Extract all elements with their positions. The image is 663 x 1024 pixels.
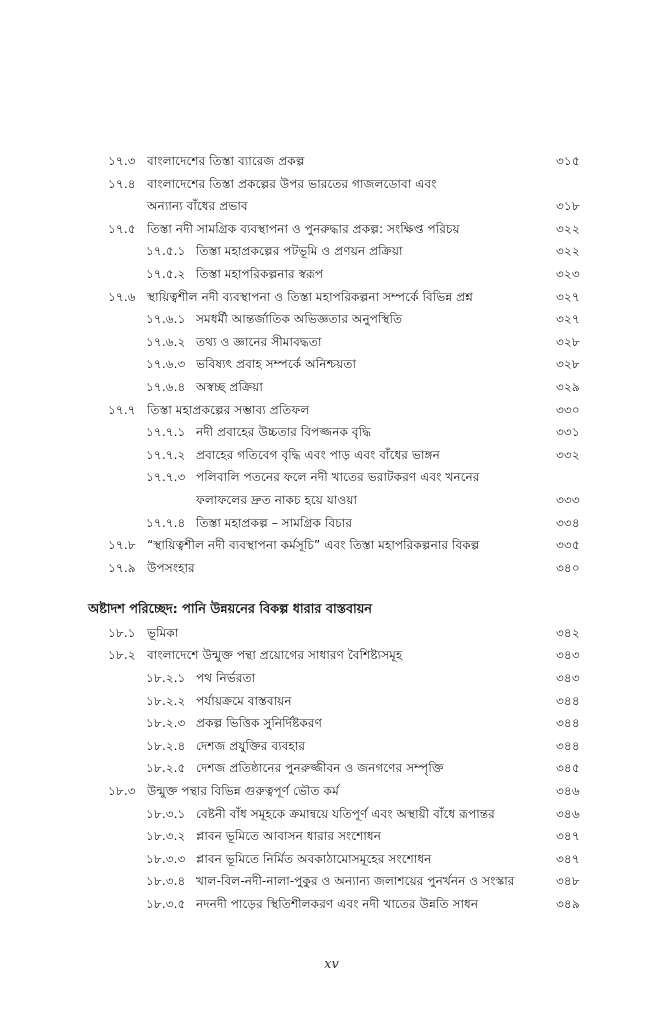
toc-entry-number: ১৮.২.১ xyxy=(146,671,186,686)
toc-entry-title: বেষ্টনী বাঁধ সমূহকে ক্রমান্বয়ে যতিপূর্ণ এবং অস্থায়ী বাঁধে রূপান্তর xyxy=(196,806,495,821)
toc-entry-title: পথ নির্ভরতা xyxy=(196,671,256,686)
toc-entry-number: ১৮.২.৪ xyxy=(146,738,186,753)
toc-entry-number: ১৮.৩.৪ xyxy=(146,874,186,889)
toc-entry-title: উপসংহার xyxy=(147,560,195,575)
toc-entry xyxy=(0,286,663,309)
toc-entry-page: ৩১৮ xyxy=(556,199,580,214)
toc-entry-number: ১৭.৬.১ xyxy=(146,312,186,327)
toc-entry-title: দেশজ প্রতিষ্ঠানের পুনরুজ্জীবন ও জনগণের সম্পৃক্তি xyxy=(196,761,444,776)
toc-entry-page: ৩২২ xyxy=(556,221,580,236)
toc-entry-number: ১৭.৫.২ xyxy=(146,266,186,281)
toc-entry-page: ৩৪০ xyxy=(556,560,580,575)
toc-entry xyxy=(0,803,663,826)
toc-entry xyxy=(0,308,663,331)
toc-entry-title: নদনদী পাড়ের স্থিতিশীলকরণ এবং নদী খাতের উন্নতি সাধন xyxy=(196,897,479,911)
toc-entry xyxy=(0,780,663,803)
toc-entry-number: ১৭.৪ xyxy=(108,176,136,191)
toc-entry xyxy=(0,218,663,241)
toc-entry-number: ১৭.৬ xyxy=(108,289,136,304)
toc-entry-title: তিস্তা মহাপ্রকল্পের পটভূমি ও প্রণয়ন প্রক্রিয়া xyxy=(196,244,403,259)
toc-entry-page: ৩২৩ xyxy=(556,266,580,281)
toc-entry-page: ৩৪৪ xyxy=(556,693,580,708)
toc-entry-title: পলিবালি পতনের ফলে নদী খাতের ভরাটকরণ এবং খননের xyxy=(196,470,480,485)
toc-entry xyxy=(0,263,663,286)
toc-entry-page: ৩৪৩ xyxy=(556,648,580,663)
toc-entry xyxy=(0,893,663,916)
toc-entry-number: ১৮.২.২ xyxy=(146,693,186,708)
toc-entry xyxy=(0,512,663,535)
section-17-list xyxy=(0,150,663,579)
toc-entry xyxy=(0,173,663,196)
toc-entry-page: ৩৪২ xyxy=(556,625,580,640)
toc-entry-page: ৩৪৭ xyxy=(556,829,580,844)
toc-entry-title: পর্যায়ক্রমে বাস্তবায়ন xyxy=(196,693,292,708)
toc-entry-page: ৩২৮ xyxy=(556,357,580,372)
toc-entry xyxy=(0,690,663,713)
toc-entry-page: ৩৩৩ xyxy=(556,492,580,507)
toc-entry xyxy=(0,399,663,422)
toc-entry-number: ১৮.২.৫ xyxy=(146,761,186,776)
toc-entry-title: স্থায়িত্বশীল নদী ব্যবস্থাপনা ও তিস্তা মহাপরিকল্পনা সম্পর্কে বিভিন্ন প্রশ্ন xyxy=(147,289,473,304)
section-18-list xyxy=(0,622,663,916)
toc-entry-number: ১৮.৩.২ xyxy=(146,829,186,844)
toc-entry-title: প্লাবন ভূমিতে আবাসন ধারার সংশোধন xyxy=(196,829,381,844)
toc-entry-title: প্রবাহের গতিবেগ বৃদ্ধি এবং পাড় এবং বাঁধের ভাঙ্গন xyxy=(196,447,440,462)
toc-entry-page: ৩৪৮ xyxy=(556,874,580,889)
toc-entry-title: খাল-বিল-নদী-নালা-পুকুর ও অন্যান্য জলাশয়ের পুনর্খনন ও সংস্কার xyxy=(196,874,515,889)
toc-entry-number: ১৭.৭ xyxy=(108,402,136,417)
toc-entry-page: ৩৩২ xyxy=(556,447,580,462)
toc-entry-title: “স্থায়িত্বশীল নদী ব্যবস্থাপনা কর্মসূচি” এবং তিস্তা মহাপরিকল্পনার বিকল্প xyxy=(147,538,480,553)
toc-entry-title: তথ্য ও জ্ঞানের সীমাবদ্ধতা xyxy=(196,334,322,349)
toc-entry-number: ১৭.৬.২ xyxy=(146,334,186,349)
toc-entry xyxy=(0,444,663,467)
toc-entry xyxy=(0,534,663,557)
toc-entry xyxy=(0,353,663,376)
toc-entry-number: ১৭.৯ xyxy=(108,560,136,575)
toc-entry-title: দেশজ প্রযুক্তির ব্যবহার xyxy=(196,738,306,753)
toc-entry-page: ৩২৮ xyxy=(556,334,580,349)
toc-entry xyxy=(0,376,663,399)
toc-entry xyxy=(0,735,663,758)
toc-entry-title: তিস্তা মহাপ্রকল্পের সম্ভাব্য প্রতিফল xyxy=(147,402,310,417)
toc-entry-page: ৩৩০ xyxy=(556,402,580,417)
toc-entry-page: ৩২৯ xyxy=(556,379,580,394)
toc-entry-title: বাংলাদেশে উন্মুক্ত পন্থা প্রয়োগের সাধারণ বৈশিষ্ট্যসমূহ xyxy=(147,648,403,663)
toc-entry xyxy=(0,848,663,871)
toc-entry-number: ১৭.৬.৩ xyxy=(146,357,186,372)
toc-entry-title: ভূমিকা xyxy=(147,625,179,640)
toc-entry-page: ৩৩৪ xyxy=(556,515,580,530)
page-folio: xv xyxy=(324,957,339,972)
toc-entry-title: তিস্তা মহাপ্রকল্প – সামগ্রিক বিচার xyxy=(196,515,353,530)
toc-entry-number: ১৮.৩ xyxy=(108,784,136,799)
toc-entry-page: ৩৪৭ xyxy=(556,851,580,866)
toc-entry xyxy=(0,421,663,444)
toc-entry-title: ভবিষ্যৎ প্রবাহ সম্পর্কে অনিশ্চয়তা xyxy=(196,357,356,372)
toc-entry-page: ৩৪৪ xyxy=(556,716,580,731)
toc-entry-page: ৩৪৫ xyxy=(556,761,580,776)
toc-entry-number: ১৭.৩ xyxy=(108,154,136,168)
toc-entry xyxy=(0,712,663,735)
toc-entry-title: তিস্তা মহাপরিকল্পনার স্বরূপ xyxy=(196,266,324,281)
toc-entry xyxy=(0,150,663,173)
toc-entry-title: তিস্তা নদী সামগ্রিক ব্যবস্থাপনা ও পুনরুদ্ধার প্রকল্প: সংক্ষিপ্ত পরিচয় xyxy=(147,221,460,236)
toc-entry xyxy=(0,757,663,780)
toc-entry-page: ৩২২ xyxy=(556,244,580,259)
toc-entry xyxy=(0,622,663,645)
toc-entry-page: ৩৪৯ xyxy=(556,897,580,911)
toc-entry xyxy=(0,825,663,848)
toc-entry-number: ১৭.৭.২ xyxy=(146,447,186,462)
toc-entry-title: প্লাবন ভূমিতে নির্মিত অবকাঠামোসমূহের সংশোধন xyxy=(196,851,432,866)
toc-entry-number: ১৭.৫ xyxy=(108,221,136,236)
toc-entry-number: ১৮.৩.৩ xyxy=(146,851,186,866)
toc-entry-title: বাংলাদেশের তিস্তা ব্যারেজ প্রকল্প xyxy=(147,154,305,168)
toc-entry-page: ৩৪৪ xyxy=(556,738,580,753)
toc-entry-page: ৩৪৩ xyxy=(556,671,580,686)
toc-entry xyxy=(0,870,663,893)
toc-entry-title: উন্মুক্ত পন্থার বিভিন্ন গুরুত্বপূর্ণ ভৌত কর্ম xyxy=(147,784,339,799)
toc-entry-number: ১৮.২ xyxy=(108,648,136,663)
toc-entry-title: সমধর্মী আন্তর্জাতিক অভিজ্ঞতার অনুপস্থিতি xyxy=(196,312,403,327)
toc-entry-number: ১৮.৩.১ xyxy=(146,806,186,821)
toc-entry-number: ১৮.২.৩ xyxy=(146,716,186,731)
toc-entry-title: ফলাফলের দ্রুত নাকচ হয়ে যাওয়া xyxy=(196,492,358,507)
toc-entry-number: ১৮.১ xyxy=(108,625,136,640)
toc-entry-page: ৩২৭ xyxy=(556,289,580,304)
toc-entry-title: অস্বচ্ছ প্রক্রিয়া xyxy=(196,379,263,394)
toc-entry-number: ১৭.৭.১ xyxy=(146,425,186,440)
toc-entry-title: বাংলাদেশের তিস্তা প্রকল্পের উপর ভারতের গাজলডোবা এবং xyxy=(147,176,437,191)
toc-entry-page: ৩৩৫ xyxy=(556,538,580,553)
toc-entry-number: ১৭.৭.৪ xyxy=(146,515,186,530)
toc-entry-number: ১৭.৮ xyxy=(108,538,136,553)
toc-entry xyxy=(0,489,663,512)
table-of-contents xyxy=(0,150,663,916)
toc-entry xyxy=(0,557,663,580)
toc-entry xyxy=(0,466,663,489)
toc-entry-page: ৩৩১ xyxy=(556,425,580,440)
toc-entry-number: ১৭.৬.৪ xyxy=(146,379,186,394)
toc-entry-number: ১৭.৭.৩ xyxy=(146,470,186,485)
toc-entry xyxy=(0,644,663,667)
chapter-18-heading: অষ্টাদশ পরিচ্ছেদ: পানি উন্নয়নের বিকল্প ধারার বাস্তবায়ন xyxy=(88,602,372,618)
toc-entry-number: ১৭.৫.১ xyxy=(146,244,186,259)
toc-entry xyxy=(0,240,663,263)
toc-entry-title: অন্যান্য বাঁধের প্রভাব xyxy=(147,199,248,214)
toc-entry xyxy=(0,195,663,218)
toc-entry-title: প্রকল্প ভিত্তিক সুনির্দিষ্টকরণ xyxy=(196,716,322,731)
toc-entry-page: ৩৪৬ xyxy=(556,806,580,821)
toc-entry xyxy=(0,667,663,690)
toc-entry-page: ৩২৭ xyxy=(556,312,580,327)
toc-entry-page: ৩১৫ xyxy=(556,154,580,168)
toc-entry xyxy=(0,331,663,354)
toc-entry-number: ১৮.৩.৫ xyxy=(146,897,186,911)
toc-entry-title: নদী প্রবাহের উচ্চতার বিপজ্জনক বৃদ্ধি xyxy=(196,425,372,440)
toc-entry-page: ৩৪৬ xyxy=(556,784,580,799)
